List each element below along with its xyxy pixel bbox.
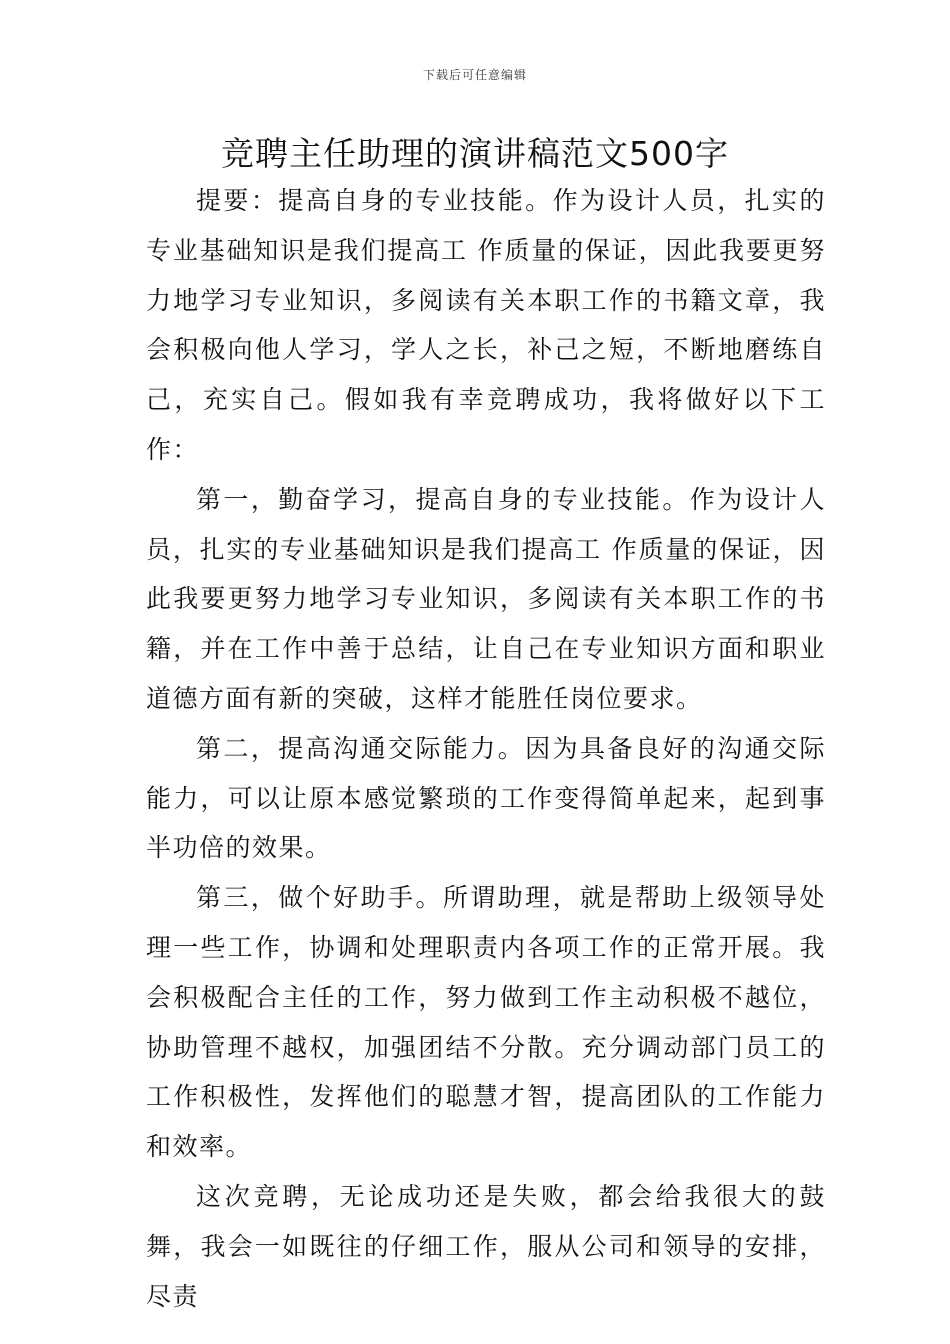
paragraph-second: 第二，提高沟通交际能力。因为具备良好的沟通交际能力，可以让原本感觉繁琐的工作变得简单起来，起到事半功倍的效果。	[146, 733, 826, 863]
paragraph-first: 第一，勤奋学习，提高自身的专业技能。作为设计人员，扎实的专业基础知识是我们提高工 作质量的保证，因此我要更努力地学习专业知识，多阅读有关本职工作的书籍，并在工作中善于总结，让自己在专业知识方面和职业道德方面有新的突破，这样才能胜任岗位要求。	[146, 484, 826, 713]
header-note: 下载后可任意编辑	[422, 68, 527, 82]
document-body	[146, 176, 826, 1321]
document-title: 竞聘主任助理的演讲稿范文500字	[221, 134, 729, 173]
paragraph-summary: 提要：提高自身的专业技能。作为设计人员，扎实的专业基础知识是我们提高工 作质量的保证，因此我要更努力地学习专业知识，多阅读有关本职工作的书籍文章，我会积极向他人学习，学人之长，补己之短，不断地磨练自己，充实自己。假如我有幸竞聘成功，我将做好以下工作：	[146, 186, 826, 464]
paragraph-closing: 这次竞聘，无论成功还是失败，都会给我很大的鼓舞，我会一如既往的仔细工作，服从公司和领导的安排，尽责	[146, 1181, 826, 1311]
paragraph-third: 第三，做个好助手。所谓助理，就是帮助上级领导处理一些工作，协调和处理职责内各项工作的正常开展。我会积极配合主任的工作，努力做到工作主动积极不越位，协助管理不越权，加强团结不分散。充分调动部门员工的工作积极性，发挥他们的聪慧才智，提高团队的工作能力和效率。	[146, 883, 826, 1162]
